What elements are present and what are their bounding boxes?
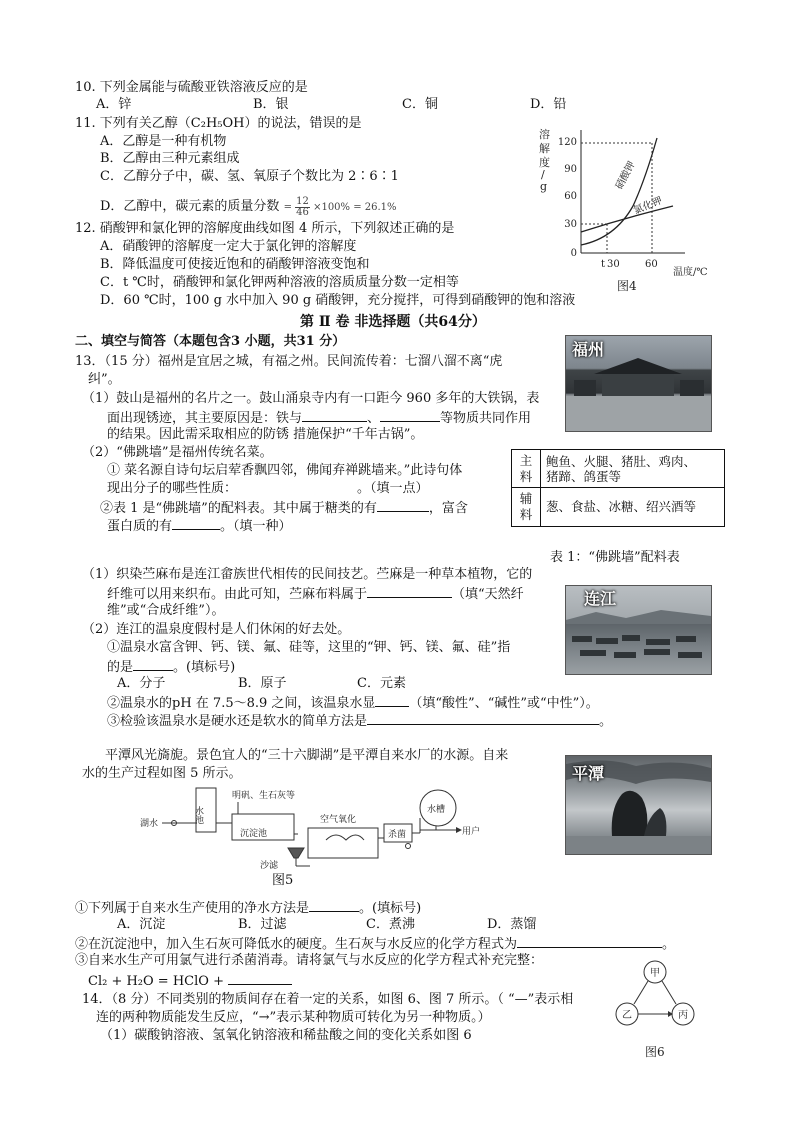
water-q1: ①下列属于自来水生产使用的净水方法是 。(填标号) — [75, 901, 422, 916]
q12-stem: 12. 硝酸钾和氯化钾的溶解度曲线如图 4 所示，下列叙述正确的是 — [75, 221, 455, 236]
x-tick-label: 60 — [645, 259, 658, 270]
formula-numerator: 12 — [296, 196, 309, 207]
y-tick-label: 60 — [564, 191, 577, 202]
water-option-a: A．沉淀 — [117, 917, 166, 932]
pingtan-intro-line2: 水的生产过程如图 5 所示。 — [82, 766, 242, 781]
q10-option-a: A．锌 — [96, 97, 132, 112]
y-label-char: 溶 — [539, 128, 550, 141]
q10-option-c: C．铜 — [402, 97, 438, 112]
water-q3: ③自来水生产可用氯气进行杀菌消毒。请将氯气与水反应的化学方程式补充完整： — [75, 953, 544, 968]
lianjiang-option-a: A．分子 — [117, 676, 166, 691]
q11-option-c: C．乙醇分子中，碳、氢、氧原子个数比为 2∶6∶1 — [100, 169, 399, 184]
table-row — [512, 450, 725, 488]
sand-filter — [288, 848, 304, 858]
node-jia-label: 甲 — [650, 968, 660, 979]
figure6-caption: 图6 — [645, 1045, 665, 1059]
lianjiang-part2-q3: ③检验该温泉水是硬水还是软水的简单方法是 。 — [107, 714, 613, 729]
main-ingredients-cell: 鲍鱼、火腿、猪肚、鸡肉、 猪蹄、鸽蛋等 — [541, 450, 725, 488]
fuzhou-photo-label: 福州 — [572, 340, 605, 359]
answer-blank[interactable] — [380, 409, 440, 422]
potassium-chloride-curve — [581, 206, 673, 232]
q13-part1-line1: （1）鼓山是福州的名片之一。鼓山涌泉寺内有一口距今 960 多年的大铁锅，表 — [82, 391, 540, 406]
q14-line2: 连的两种物质能发生反应，“→”表示某种物质可转化为另一种物质。） — [96, 1010, 491, 1025]
water-option-b: B．过滤 — [238, 917, 287, 932]
q12-option-d: D．60 ℃时，100 g 水中加入 90 g 硝酸钾，充分搅拌，可得到硝酸钾的饱和溶液 — [100, 293, 576, 308]
answer-blank[interactable] — [367, 585, 452, 598]
aux-ingredients-label: 辅料 — [512, 488, 541, 526]
solubility-figure — [535, 128, 725, 298]
curve-label-kcl: 氯化钾 — [632, 195, 664, 217]
table-row — [512, 488, 725, 526]
lianjiang-part2-q1-line2: 的是 。(填标号) — [107, 660, 236, 675]
relationship-diagram — [615, 958, 705, 1068]
figure4-x-ticks — [601, 259, 658, 270]
ingredient-table — [511, 449, 725, 527]
q13-part1-line3: 的结果。因此需采取相应的防锈 措施保护“千年古锅”。 — [107, 427, 424, 442]
answer-blank[interactable] — [172, 517, 220, 530]
q14-line3: （1）碳酸钠溶液、氢氧化钠溶液和稀盐酸之间的变化关系如图 6 — [100, 1028, 472, 1043]
lianjiang-part1-line1: （1）织染苎麻布是连江畲族世代相传的民间技艺。苎麻是一种草本植物，它的 — [82, 567, 533, 582]
q13-part2-q1-line2: 现出分子的哪些性质： 。（填一点） — [107, 481, 429, 496]
additive-label: 明矾、生石灰等 — [232, 791, 296, 801]
reaction-link — [634, 981, 648, 1004]
q13-intro-line1: 13．（15 分）福州是宜居之城，有福之州。民间流传着：七溜八溜不离“虎 — [75, 354, 503, 369]
section-title: 第 Ⅱ 卷 非选择题（共64分） — [300, 314, 486, 330]
answer-blank[interactable] — [302, 409, 367, 422]
sterilization-label: 杀菌 — [388, 830, 407, 840]
q12-option-b: B．降低温度可使接近饱和的硝酸钾溶液变饱和 — [100, 257, 370, 272]
y-tick-label: 0 — [570, 248, 577, 259]
figure5-caption: 图5 — [272, 873, 294, 888]
x-axis-label: 温度/℃ — [673, 267, 708, 278]
water-option-c: C．煮沸 — [366, 917, 415, 932]
answer-blank[interactable] — [375, 694, 409, 707]
node-yi-label: 乙 — [622, 1010, 632, 1021]
answer-blank[interactable] — [309, 899, 359, 912]
q10-stem: 10. 下列金属能与硫酸亚铁溶液反应的是 — [75, 80, 308, 95]
x-tick-label: 30 — [607, 259, 620, 270]
q11-option-d-text: D．乙醇中，碳元素的质量分数 — [100, 199, 280, 214]
q11-stem: 11. 下列有关乙醇（C₂H₅OH）的说法，错误的是 — [75, 116, 362, 131]
y-label-char: 度 — [539, 156, 550, 169]
figure4-caption: 图4 — [617, 279, 637, 293]
aeration-tank — [308, 828, 378, 858]
figure4-y-label — [539, 127, 550, 193]
pingtan-photo — [565, 755, 712, 855]
fuzhou-photo — [565, 335, 712, 432]
q11-option-b: B．乙醇由三种元素组成 — [100, 151, 240, 166]
q13-part2-q2-line2: 蛋白质的有 。（填一种） — [107, 519, 292, 534]
x-tick-label: t — [601, 259, 606, 270]
curve-label-kno3: 硝酸钾 — [613, 159, 638, 192]
y-tick-label: 120 — [557, 137, 577, 148]
water-option-d: D．蒸馏 — [487, 917, 537, 932]
lianjiang-option-c: C．元素 — [357, 676, 406, 691]
main-ingredients-label: 主料 — [512, 450, 541, 488]
lianjiang-part2-q2: ②温泉水的pH 在 7.5～8.9 之间，该温泉水显 （填“酸性”、“碱性”或“中性”）。 — [107, 696, 599, 711]
sedimentation-label: 沉淀池 — [240, 829, 268, 839]
q13-part1-line2: 面出现锈迹，其主要原因是：铁与 、 等物质共同作用 — [107, 411, 532, 426]
part-two-header: 二、填空与简答（本题包含3 小题，共31 分） — [75, 334, 346, 349]
sand-filter-label: 沙滤 — [260, 861, 279, 871]
lianjiang-option-b: B．原子 — [238, 676, 287, 691]
mass-fraction-formula: = $\frac{12}{46}$ ×100% = 26.1% — [283, 196, 397, 218]
q12-option-a: A．硝酸钾的溶解度一定大于氯化钾的溶解度 — [100, 239, 357, 254]
water-q2: ②在沉淀池中，加入生石灰可降低水的硬度。生石灰与水反应的化学方程式为 。 — [75, 937, 676, 952]
answer-blank[interactable] — [133, 658, 173, 671]
answer-blank[interactable] — [517, 935, 662, 948]
q12-option-c: C．t ℃时，硝酸钾和氯化钾两种溶液的溶质质量分数一定相等 — [100, 275, 459, 290]
answer-blank[interactable] — [377, 499, 429, 512]
lianjiang-photo — [565, 585, 712, 675]
q11-option-a: A．乙醇是一种有机物 — [100, 134, 227, 149]
tank2-label: 水槽 — [427, 805, 446, 815]
pingtan-photo-label: 平潭 — [572, 764, 605, 783]
figure4-y-ticks — [558, 137, 577, 259]
answer-blank[interactable] — [237, 480, 357, 492]
answer-blank[interactable] — [228, 972, 292, 985]
q11-option-d — [100, 197, 397, 218]
node-bing-label: 丙 — [678, 1010, 688, 1021]
lianjiang-part2-q1-line1: ①温泉水富含钾、钙、镁、氟、硅等，这里的“钾、钙、镁、氟、硅”指 — [107, 640, 511, 655]
valve-icon — [406, 844, 411, 849]
y-tick-label: 30 — [564, 219, 577, 230]
lianjiang-part1-line2: 纤维可以用来织布。由此可知，苎麻布料属于 （填“天然纤 — [107, 587, 524, 602]
chlorine-equation: Cl₂ + H₂O = HClO + — [88, 972, 292, 990]
q14-line1: 14．（8 分）不同类别的物质间存在着一定的关系，如图 6、图 7 所示。（ “—”表示相 — [82, 992, 574, 1007]
aux-ingredients-cell: 葱、食盐、冰糖、绍兴酒等 — [541, 488, 725, 526]
y-label-char: / — [541, 168, 545, 181]
answer-blank[interactable] — [367, 712, 599, 725]
q10-option-b: B．银 — [253, 97, 289, 112]
y-label-char: 解 — [539, 142, 550, 155]
lake-water-label: 湖水 — [140, 819, 159, 829]
lianjiang-part2-title: （2）连江的温泉度假村是人们休闲的好去处。 — [82, 622, 351, 637]
y-tick-label: 90 — [564, 164, 577, 175]
lianjiang-photo-label: 连江 — [584, 589, 617, 608]
q13-part2-q1-line1: ① 菜名源自诗句坛启荤香飘四邻，佛闻弃禅跳墙来。”此诗句体 — [107, 463, 463, 478]
formula-denominator: 46 — [296, 207, 309, 218]
aeration-label: 空气氧化 — [320, 815, 357, 825]
table1-caption: 表 1：“佛跳墙”配料表 — [550, 550, 680, 565]
q13-intro-line2: 纠”。 — [88, 372, 121, 387]
q10-option-d: D．铅 — [530, 97, 567, 112]
q13-part2-q2-line1: ②表 1 是“佛跳墙”的配料表。其中属于糖类的有 ，富含 — [100, 501, 468, 516]
tank1-label-char: 水池 — [193, 806, 203, 824]
lianjiang-part1-line3: 维”或“合成纤维”）。 — [107, 603, 225, 618]
water-process-diagram — [140, 778, 481, 888]
reaction-link — [662, 981, 676, 1004]
pingtan-intro-line1: 平潭风光旖旎。景色宜人的“三十六脚湖”是平潭自来水厂的水源。自来 — [105, 748, 509, 763]
y-label-char: g — [540, 180, 548, 193]
q13-part2-title: （2）“佛跳墙”是福州传统名菜。 — [82, 445, 273, 460]
user-label: 用户 — [462, 827, 481, 837]
